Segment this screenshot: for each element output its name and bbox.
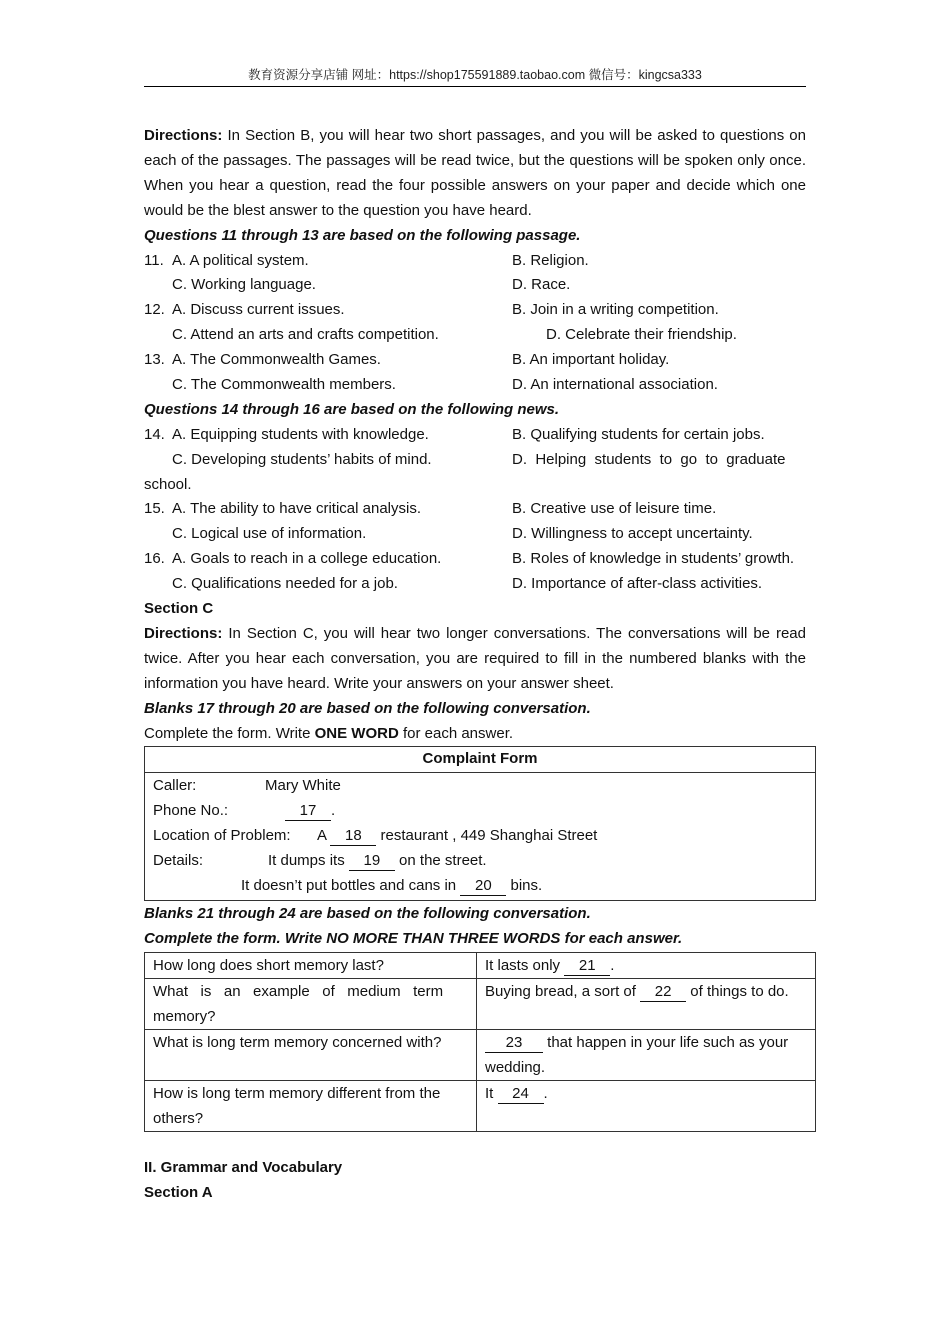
location-pre: A bbox=[317, 827, 327, 845]
question-line2: memory? bbox=[153, 1007, 216, 1025]
blanks2-title: Blanks 21 through 24 are based on the following conversation. bbox=[144, 904, 591, 922]
part2-title: II. Grammar and Vocabulary bbox=[144, 1158, 343, 1176]
option-c: C. Qualifications needed for a job. bbox=[172, 575, 398, 593]
option-d: D. Celebrate their friendship. bbox=[546, 326, 737, 344]
option-d: D. Helping students to go to graduate bbox=[512, 450, 786, 468]
details2-pre: It doesn’t put bottles and cans in bbox=[241, 876, 457, 894]
option-a: A. The ability to have critical analysis. bbox=[172, 500, 422, 518]
instruction-text-end: for each answer. bbox=[398, 724, 514, 742]
question-number: 15. bbox=[144, 500, 165, 518]
caller-label: Caller: bbox=[153, 777, 197, 795]
question-line2: others? bbox=[153, 1109, 204, 1127]
answer-post: that happen in your life such as your bbox=[547, 1033, 789, 1051]
page-header bbox=[144, 66, 806, 87]
question-15 bbox=[144, 497, 806, 522]
option-b: B. Roles of knowledge in students’ growth. bbox=[512, 550, 795, 568]
location-row bbox=[153, 824, 807, 849]
question-number: 11. bbox=[144, 251, 164, 269]
option-b: B. Qualifying students for certain jobs. bbox=[512, 425, 765, 443]
instruction2: Complete the form. Write NO MORE THAN THREE WORDS for each answer. bbox=[144, 929, 683, 947]
question-12 bbox=[144, 298, 806, 323]
question-number: 14. bbox=[144, 425, 165, 443]
answer-post: . bbox=[610, 956, 615, 974]
memory-form bbox=[144, 952, 816, 1132]
question-16 bbox=[144, 547, 806, 572]
option-d: D. An international association. bbox=[512, 375, 718, 393]
option-d-continuation: school. bbox=[144, 475, 192, 493]
blank-19: 19 bbox=[349, 851, 395, 871]
option-c: C. Working language. bbox=[172, 276, 316, 294]
group1-title: Questions 11 through 13 are based on the following passage. bbox=[144, 226, 581, 244]
instruction-text: Complete the form. Write bbox=[144, 724, 315, 742]
instruction1 bbox=[144, 722, 806, 747]
directions-label: Directions: bbox=[144, 624, 223, 642]
option-a: A. Discuss current issues. bbox=[172, 301, 345, 319]
option-a: A. Goals to reach in a college education. bbox=[172, 550, 442, 568]
caller-value: Mary White bbox=[265, 777, 341, 795]
directions-label: Directions: bbox=[144, 127, 223, 144]
instruction-emphasis: ONE WORD bbox=[314, 724, 399, 742]
option-c: C. The Commonwealth members. bbox=[172, 375, 396, 393]
blank-18: 18 bbox=[330, 826, 376, 846]
question-13-cd bbox=[144, 373, 806, 398]
question-line1: How is long term memory different from the bbox=[153, 1084, 441, 1102]
phone-row bbox=[153, 799, 807, 824]
option-c: C. Developing students’ habits of mind. bbox=[172, 450, 432, 468]
details2-post: bins. bbox=[510, 876, 543, 894]
question-14 bbox=[144, 423, 806, 448]
option-a: A. A political system. bbox=[172, 251, 309, 269]
location-label: Location of Problem: bbox=[153, 827, 291, 845]
table-row bbox=[145, 1080, 816, 1131]
question-16-cd bbox=[144, 572, 806, 597]
answer-post-line2: wedding. bbox=[485, 1058, 546, 1076]
form-title: Complaint Form bbox=[145, 747, 816, 773]
option-b: B. Creative use of leisure time. bbox=[512, 500, 717, 518]
answer-cell bbox=[477, 1029, 816, 1080]
complaint-form bbox=[144, 746, 816, 900]
blank-23: 23 bbox=[485, 1033, 543, 1053]
details-pre: It dumps its bbox=[268, 852, 345, 870]
question-cell: How long does short memory last? bbox=[145, 952, 477, 978]
option-a: A. Equipping students with knowledge. bbox=[172, 425, 429, 443]
answer-post: of things to do. bbox=[690, 982, 789, 1000]
group2-title: Questions 14 through 16 are based on the following news. bbox=[144, 400, 560, 418]
directions-text: In Section C, you will hear two longer conversations. The conversations will be read twice. After you hear each conversation, you are required to fill in the numbered blanks with the information you have heard. Write your answers on your answer sheet. bbox=[144, 624, 806, 692]
option-a: A. The Commonwealth Games. bbox=[172, 351, 381, 369]
option-b: B. Religion. bbox=[512, 251, 589, 269]
directions-text: In Section B, you will hear two short passages, and you will be asked to questions on each of the passages. The passages will be read twice, but the questions will be spoken only once. When you hear a question, read the four possible answers on your paper and decide which one would be the blest answer to the question you have heard. bbox=[144, 127, 806, 219]
caller-row bbox=[153, 774, 807, 799]
details-label: Details: bbox=[153, 852, 204, 870]
answer-cell bbox=[477, 1080, 816, 1131]
phone-end: . bbox=[331, 802, 336, 820]
answer-pre: It lasts only bbox=[485, 956, 561, 974]
blanks1-title: Blanks 17 through 20 are based on the following conversation. bbox=[144, 699, 591, 717]
question-11-cd bbox=[144, 273, 806, 298]
details-post: on the street. bbox=[399, 852, 487, 870]
option-d: D. Importance of after-class activities. bbox=[512, 575, 763, 593]
section-c-title: Section C bbox=[144, 600, 214, 618]
blank-24: 24 bbox=[498, 1084, 544, 1104]
answer-pre: Buying bread, a sort of bbox=[485, 982, 636, 1000]
question-14-cd bbox=[144, 448, 806, 473]
option-d: D. Race. bbox=[512, 276, 571, 294]
option-c: C. Logical use of information. bbox=[172, 525, 367, 543]
answer-pre: It bbox=[485, 1084, 494, 1102]
blank-22: 22 bbox=[640, 982, 686, 1002]
question-number: 12. bbox=[144, 301, 165, 319]
answer-cell bbox=[477, 952, 816, 978]
question-14-d-cont bbox=[144, 473, 806, 498]
exam-content bbox=[144, 124, 806, 1205]
question-cell bbox=[145, 1080, 477, 1131]
table-row bbox=[145, 978, 816, 1029]
question-11 bbox=[144, 249, 806, 274]
option-b: B. An important holiday. bbox=[512, 351, 670, 369]
blank-21: 21 bbox=[564, 956, 610, 976]
option-b: B. Join in a writing competition. bbox=[512, 301, 719, 319]
question-15-cd bbox=[144, 522, 806, 547]
details2-row bbox=[153, 874, 807, 899]
blank-20: 20 bbox=[460, 876, 506, 896]
option-d: D. Willingness to accept uncertainty. bbox=[512, 525, 753, 543]
section-c-directions bbox=[144, 622, 806, 697]
phone-label: Phone No.: bbox=[153, 802, 229, 820]
part2-section: Section A bbox=[144, 1183, 213, 1201]
header-text: 教育资源分享店铺 网址：https://shop175591889.taobao.com 微信号：kingcsa333 bbox=[248, 68, 702, 82]
answer-cell bbox=[477, 978, 816, 1029]
table-row bbox=[145, 952, 816, 978]
location-post: restaurant , 449 Shanghai Street bbox=[380, 827, 598, 845]
form-body bbox=[145, 773, 816, 900]
question-cell bbox=[145, 978, 477, 1029]
section-b-directions bbox=[144, 124, 806, 224]
option-c: C. Attend an arts and crafts competition. bbox=[172, 326, 439, 344]
answer-post: . bbox=[543, 1084, 548, 1102]
question-number: 13. bbox=[144, 351, 165, 369]
question-number: 16. bbox=[144, 550, 165, 568]
question-line1: What is an example of medium term bbox=[153, 982, 444, 1000]
question-13 bbox=[144, 348, 806, 373]
details-row bbox=[153, 849, 807, 874]
question-cell: What is long term memory concerned with? bbox=[145, 1029, 477, 1080]
question-12-cd bbox=[144, 323, 806, 348]
blank-17: 17 bbox=[285, 801, 331, 821]
table-row bbox=[145, 1029, 816, 1080]
